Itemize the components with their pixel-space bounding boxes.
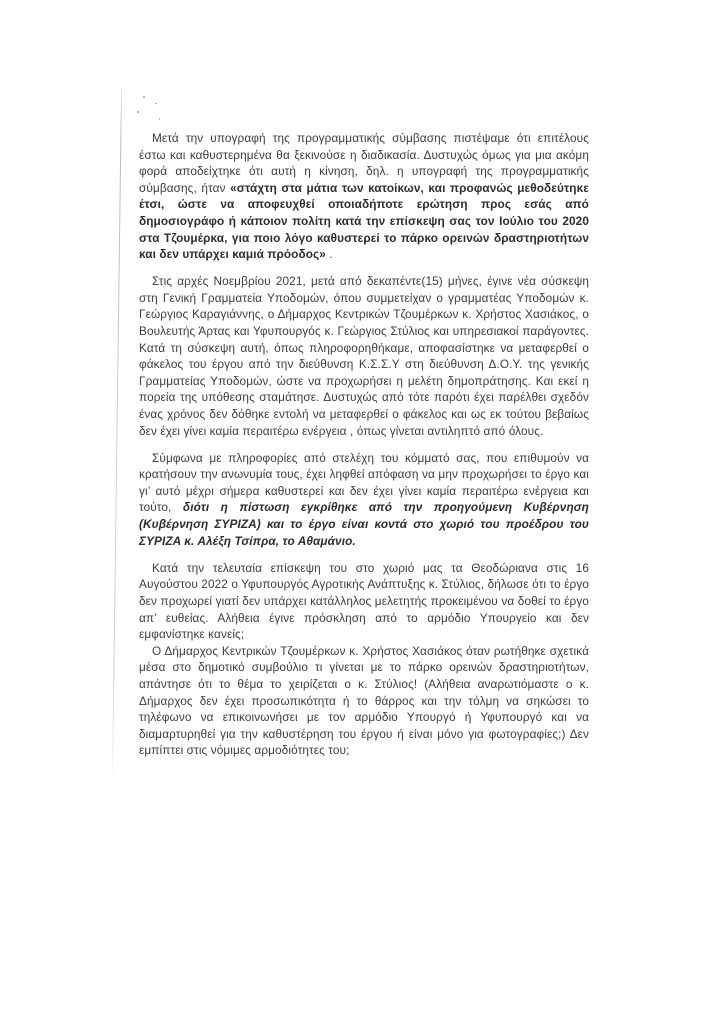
scan-speck [155,103,157,104]
text-segment-bold-italic: διότι η πίστωση εγκρίθηκε από την προηγούμενη Κυβέρνηση (Κυβέρνηση ΣΥΡΙΖΑ) και το έργο είναι κοντά στο χωριό του προέδρου του ΣΥΡΙΖΑ κ. Αλέξη Τσίπρα, το Αθαμάνιο. [139,500,589,548]
paragraph-4 [139,560,589,643]
scan-speck [159,118,160,120]
paragraph-1 [139,130,589,263]
text-segment-normal: Κατά την τελευταία επίσκεψη του στο χωριό μας τα Θεοδώριανα στις 16 Αυγούστου 2022 ο Υφυπουργός Αγροτικής Ανάπτυξης κ. Στύλιος, δήλωσε ότι το έργο δεν προχωρεί γιατί δεν υπάρχει κατάλληλος μελετητής προκειμένου να δοθεί το έργο απ’ ευθείας. Αλήθεια έγινε πρόσκληση από το αρμόδιο Υπουργείο και δεν εμφανίστηκε κανείς; [139,560,589,642]
text-segment-bold: «στάχτη στα μάτια των κατοίκων, και προφανώς μεθοδεύτηκε έτσι, ώστε να αποφευχθεί οποιαδήποτε ερώτηση προς εσάς από δημοσιογράφο ή κάποιον πολίτη κατά την επίσκεψη σας τον Ιούλιο του 2020 στα Τζουμέρκα, για ποιο λόγο καθυστερεί το πάρκο ορεινών δραστηριοτήτων και δεν υπάρχει καμιά πρόοδος» [139,180,589,262]
scan-fold-line-artifact [112,88,122,772]
document-text-block [139,130,589,759]
text-segment-normal: . [325,247,333,262]
paragraph-2 [139,273,589,439]
scan-speck [137,111,139,113]
text-segment-normal: Σύμφωνα με πληροφορίες από στελέχη του κόμματό σας, που επιθυμούν να κρατήσουν την ανωνυμία τους, έχει ληφθεί απόφαση να μην προχωρήσει το έργο και γι’ αυτό μέχρι σήμερα καθυστερεί και δεν έχει γίνει καμία περαιτέρω ενέργεια και τούτο, [139,450,589,515]
paragraph-5 [139,643,589,759]
text-segment-normal: Στις αρχές Νοεμβρίου 2021, μετά από δεκαπέντε(15) μήνες, έγινε νέα σύσκεψη στη Γενική Γραμματεία Υποδομών, όπου συμμετείχαν ο γραμματέας Υποδομών κ. Γεώργιος Καραγιάννης, ο Δήμαρχος Κεντρικών Τζουμέρκων κ. Χρήστος Χασιάκος, ο Βουλευτής Άρτας και Υφυπουργός κ. Γεώργιος Στύλιος και υπηρεσιακοί παράγοντες. Κατά τη σύσκεψη αυτή, όπως πληροφορηθήκαμε, αποφασίστηκε να μεταφερθεί ο φάκελος του έργου από την διεύθυνση Κ.Σ.Σ.Υ στη διεύθυνση Δ.Ο.Υ. της γενικής Γραμματείας Υποδομών, ώστε να προχωρήσει η μελέτη δημοπράτησης. Και εκεί η πορεία της υπόθεσης σταμάτησε. Δυστυχώς από τότε παρότι έχει παρέλθει σχεδόν ένας χρόνος δεν δόθηκε εντολή να μεταφερθεί ο φάκελος και ως εκ τούτου βεβαίως δεν έχει γίνει καμία περαιτέρω ενέργεια , όπως γίνεται αντιληπτό από όλους. [139,274,589,438]
paragraph-3 [139,450,589,550]
text-segment-normal: Μετά την υπογραφή της προγραμματικής σύμβασης πιστέψαμε ότι επιτέλους έστω και καθυστερημένα θα ξεκινούσε η διαδικασία. Δυστυχώς όμως για μια ακόμη φορά αποδείχτηκε ότι αυτή η κίνηση, δηλ. η υπογραφή της προγραμματικής σύμβασης, ήταν [139,131,589,195]
text-segment-normal: Ο Δήμαρχος Κεντρικών Τζουμέρκων κ. Χρήστος Χασιάκος όταν ρωτήθηκε σχετικά μέσα στο δημοτικό συμβούλιο τι γίνεται με το πάρκο ορεινών δραστηριοτήτων, απάντησε ότι το θέμα το χειρίζεται ο κ. Στύλιος! (Αλήθεια αναρωτιόμαστε ο κ. Δήμαρχος δεν έχει προσωπικότητα ή το θάρρος και την τόλμη να σηκώσει το τηλέφωνο να επικοινωνήσει με τον αρμόδιο Υπουργό ή Υφυπουργό και να διαμαρτυρηθεί για την καθυστέρηση του έργου ή είναι μόνο για φωτογραφίες;) Δεν εμπίπτει στις νόμιμες αρμοδιότητες του; [139,643,589,758]
scan-speck [143,96,145,98]
